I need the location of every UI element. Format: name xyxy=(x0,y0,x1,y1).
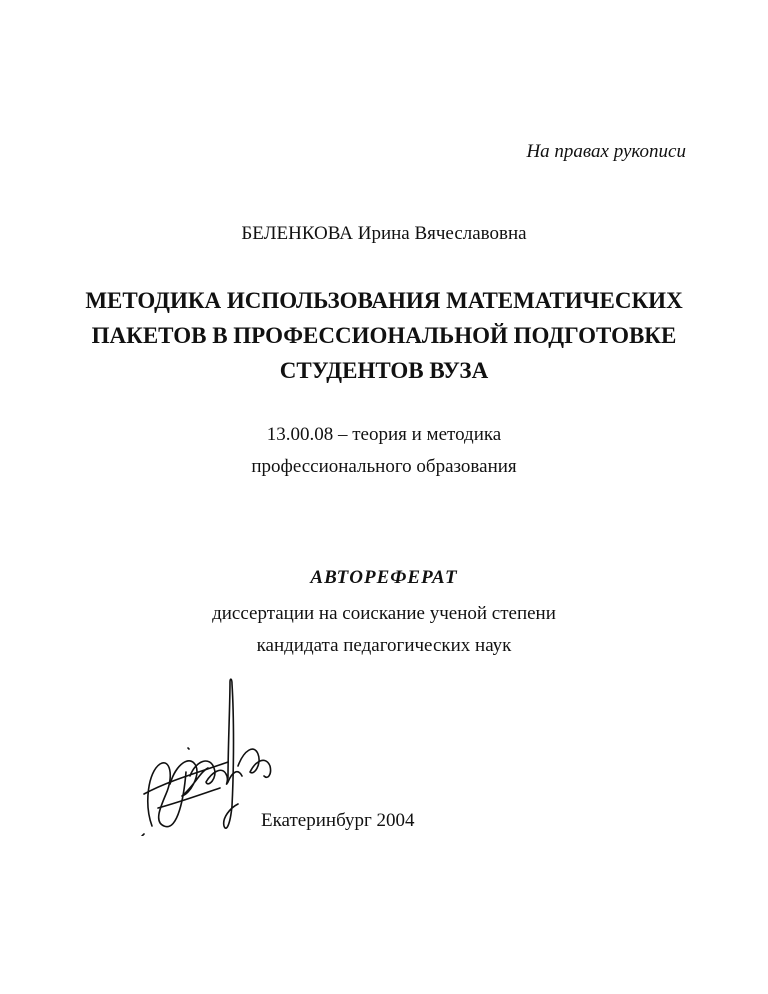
title-line-1: МЕТОДИКА ИСПОЛЬЗОВАНИЯ МАТЕМАТИЧЕСКИХ xyxy=(85,288,683,313)
degree-line-2: кандидата педагогических наук xyxy=(256,635,512,656)
degree-line-1: диссертации на соискание ученой степени xyxy=(212,603,556,624)
specialty-block xyxy=(0,419,768,483)
title-line-2: ПАКЕТОВ В ПРОФЕССИОНАЛЬНОЙ ПОДГОТОВКЕ xyxy=(91,323,677,348)
signature-image xyxy=(130,676,280,836)
specialty-line-1: 13.00.08 – теория и методика xyxy=(266,424,502,445)
abstract-label: АВТОРЕФЕРАТ xyxy=(310,567,458,588)
degree-block xyxy=(0,598,768,662)
city-year: Екатеринбург 2004 xyxy=(261,810,415,831)
specialty-line-2: профессионального образования xyxy=(251,456,517,477)
rights-notice: На правах рукописи xyxy=(526,141,686,162)
author-name: БЕЛЕНКОВА Ирина Вячеславовна xyxy=(241,223,527,244)
dissertation-title xyxy=(0,283,768,388)
title-line-3: СТУДЕНТОВ ВУЗА xyxy=(279,358,489,383)
